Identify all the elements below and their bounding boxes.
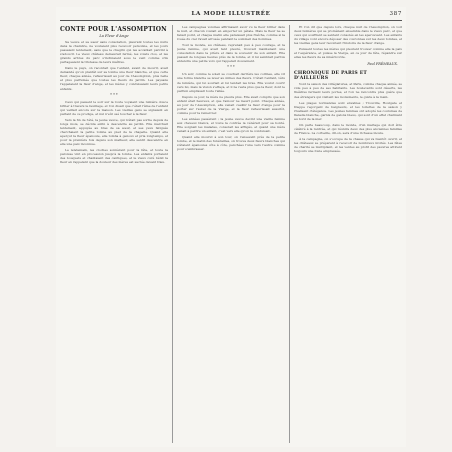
- paragraph: Puissent toutes les mères qui pleurent trouver comme elle la paix et l'espérance, et puisse la Vierge, en ce jour de fête, répandre sur elles les fleurs de sa miséricorde.: [294, 47, 402, 60]
- article-subtitle: La Fleur d'Ange: [99, 34, 129, 38]
- paragraph: Voici la saison des villégiatures, et Paris, comme chaque année, se vide peu à peu de ses habitants. Les boulevards sont déserts, les théâtres ferment leurs portes, et l'on ne rencontre plus guère que des étrangers qui visitent les monuments, le guide à la main.: [294, 82, 402, 99]
- paragraph: Le lendemain, les cloches sonnèrent pour la fête, et toute la paroisse vint en procession jusqu'à la tombe. Les enfants portaient des bouquets et chantaient des cantiques, et le vieux curé bénit la fleur en rappelant que la douleur des mères est sacrée devant Dieu.: [60, 148, 168, 165]
- magazine-title: LA MODE ILLUSTRÉE: [191, 11, 271, 17]
- header-rule: [60, 20, 402, 21]
- chronicle-title: CHRONIQUE DE PARIS ET D'AILLEURS: [294, 71, 368, 82]
- author-signature: Paul FRÉMEAUX.: [367, 62, 398, 67]
- column-divider: [289, 25, 290, 443]
- column-2: [177, 25, 285, 443]
- section-separator: * * *: [227, 65, 235, 70]
- article-title: CONTE POUR L'ASSOMPTION: [60, 26, 167, 33]
- column-1: [60, 25, 168, 443]
- page-number: 387: [389, 11, 402, 17]
- column-divider: [172, 25, 173, 443]
- section-separator: * * *: [110, 92, 118, 97]
- paragraph: Les années passèrent ; la jeune veuve devint une vieille femme aux cheveux blancs, et toute la contrée la vénérait pour sa bonté. Elle soignait les malades, consolait les affligés, et quand une mère venait à perdre un enfant, c'est vers elle qu'on la conduisait.: [177, 116, 285, 134]
- paragraph: Ceux qui passent le soir sur la route voyaient une lumière douce briller à travers le feuillage, et l'on disait que c'était l'âme de l'enfant qui veillait encore sur la maison. Les vieilles gens se signaient en parlant de ce prodige, et nul n'eût osé toucher à la fleur.: [60, 99, 168, 116]
- paragraph: Depuis ce jour, la mère ne pleura plus. Elle avait compris que son enfant était heureux, et que l'amour ne meurt point. Chaque année, au jour de l'Assomption, elle venait cueillir la fleur d'ange pour la porter sur l'autel de la Vierge, et la fleur refleurissait aussitôt, comme pour la remercier.: [177, 94, 285, 115]
- paragraph: Sa veuve et sa sœur sans consolation, pleurant toutes les nuits dans la chambre, ne voulaient plus recevoir personne, et les jours passaient lentement, sans que le chagrin qui les accablait parvint à s'adoucir. Le vieux château demeurait fermé, les volets clos, et les grands arbres du parc s'inclinaient sous le vent comme s'ils partageaient la tristesse de leurs maîtres.: [60, 40, 168, 65]
- column-3: [294, 25, 402, 443]
- magazine-page: [56, 7, 406, 447]
- paragraph: Tout le monde, au château, reprenait peu à peu courage, et la jeune femme, qui avait tant pleuré, trouvait maintenant une consolation dans la prière et dans le souvenir de son enfant. Elle passait de longues heures près de la tombe, et il lui semblait parfois entendre une petite voix qui l'appelait doucement.: [177, 43, 285, 64]
- paragraph: Vers la fin de l'été, la jeune veuve, qui n'était pas sortie depuis de longs mois, se décida enfin à descendre au jardin. Elle marchait lentement, appuyée au bras de sa sœur, et ses yeux fatigués cherchaient la petite tombe au pied de la chapelle. Quand elle aperçut la fleur épanouie, elle tomba à genoux et pria longtemps, et pour la première fois depuis son malheur, elle sentit descendre en elle une paix inconnue.: [60, 117, 168, 147]
- paragraph: Quand elle mourut à son tour, on l'ensevelit près de la petite tombe, et le matin des funérailles, on trouva deux fleurs blanches qui s'étaient épanouies côte à côte, penchées l'une vers l'autre comme pour s'embrasser.: [177, 135, 285, 152]
- paragraph: Les campagnes voisines affirmaient avoir vu la fleur briller dans la nuit, et chacun voulait en emporter un pétale. Mais la fleur ne se fanait point, et chaque matin elle paraissait plus fraîche, comme si la rosée du ciel l'avait arrosée pendant le sommeil des hommes.: [177, 25, 285, 42]
- paragraph: On parle beaucoup, dans le monde, d'un mariage qui doit être célébré à la rentrée, et qui réunira deux des plus anciennes familles de France. La corbeille, dit-on, sera d'une richesse inouïe.: [294, 122, 402, 135]
- paragraph: Dans le pays, on racontait que l'enfant, avant de mourir, avait demandé qu'on plantât sur sa tombe une fleur blanche, et que cette fleur, chaque année, refleurissait au jour de l'Assomption, plus belle et plus parfumée que toutes les fleurs du jardin. Les paysans l'appelaient la fleur d'ange, et les mères y conduisaient leurs petits enfants.: [60, 66, 168, 91]
- paragraph: À la campagne, on s'occupe de la chasse qui va bientôt ouvrir, et les châteaux se préparent à recevoir de nombreux invités. Les fêtes de charité se multiplient, et les ventes au profit des pauvres attirent toujours une foule empressée.: [294, 136, 402, 154]
- paragraph: Un soir, comme le soleil se couchait derrière les collines, elle vit une forme blanche se lever au milieu des fleurs. C'était l'enfant, vêtu de lumière, qui lui souriait et lui tendait les bras. Elle voulut courir vers lui, mais la vision s'effaça, et il ne resta plus que la fleur, dont le parfum emplissait toute l'allée.: [177, 72, 285, 93]
- paragraph: Et l'on dit que depuis lors, chaque nuit de l'Assomption, on voit deux lumières qui se promènent ensemble dans le vieux parc, et que ceux qui souffrent se sentent consolés en les apercevant. Les enfants du village vont encore déposer des couronnes sur les deux tombes, et les vieilles gens leur racontent l'histoire de la fleur d'ange.: [294, 25, 402, 46]
- paragraph: Les plages normandes sont envahies ; Trouville, Houlgate et Dieppe regorgent de baigneurs, et les toilettes de la saison y rivalisent d'élégance. Les jeunes femmes ont adopté les costumes de flanelle blanche, garnis de galons bleus, qui sont d'un effet charmant au bord de la mer.: [294, 100, 402, 121]
